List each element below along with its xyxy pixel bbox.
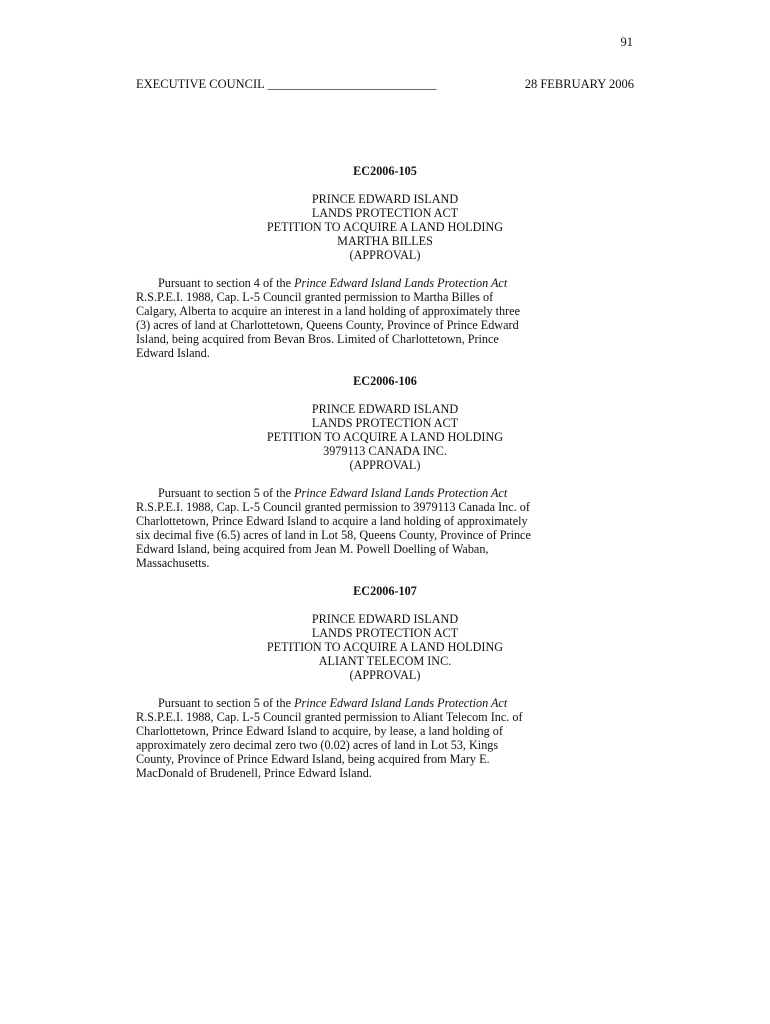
title-line: (APPROVAL) xyxy=(349,248,421,262)
document-header xyxy=(136,77,634,92)
paragraph-line xyxy=(136,696,634,710)
header-left: EXECUTIVE COUNCIL ___________________________ xyxy=(136,77,437,91)
title-line: PETITION TO ACQUIRE A LAND HOLDING xyxy=(266,220,504,234)
paragraph-line: R.S.P.E.I. 1988, Cap. L-5 Council granted permission to Martha Billes of xyxy=(136,290,494,304)
paragraph-line: Charlottetown, Prince Edward Island to acquire, by lease, a land holding of xyxy=(136,724,503,738)
paragraph-line: MacDonald of Brudenell, Prince Edward Island. xyxy=(136,766,372,780)
order-section xyxy=(136,584,634,780)
title-line: MARTHA BILLES xyxy=(337,234,433,248)
act-name: Prince Edward Island Lands Protection Act xyxy=(294,696,508,710)
order-id: EC2006-105 xyxy=(353,164,417,178)
order-paragraph xyxy=(136,696,634,780)
paragraph-line: Edward Island. xyxy=(136,346,210,360)
page-number: 91 xyxy=(620,35,633,49)
order-id: EC2006-106 xyxy=(353,374,417,388)
paragraph-prefix: Pursuant to section 4 of the xyxy=(158,276,295,290)
paragraph-line: six decimal five (6.5) acres of land in Lot 58, Queens County, Province of Prince xyxy=(136,528,531,542)
paragraph-prefix: Pursuant to section 5 of the xyxy=(158,696,295,710)
paragraph-line: Charlottetown, Prince Edward Island to acquire a land holding of approximately xyxy=(136,514,528,528)
title-line: ALIANT TELECOM INC. xyxy=(318,654,452,668)
paragraph-line xyxy=(136,486,634,500)
paragraph-line: R.S.P.E.I. 1988, Cap. L-5 Council granted permission to Aliant Telecom Inc. of xyxy=(136,710,523,724)
title-line: (APPROVAL) xyxy=(349,458,421,472)
paragraph-line: R.S.P.E.I. 1988, Cap. L-5 Council granted permission to 3979113 Canada Inc. of xyxy=(136,500,530,514)
paragraph-prefix: Pursuant to section 5 of the xyxy=(158,486,295,500)
title-line: PRINCE EDWARD ISLAND xyxy=(311,612,459,626)
paragraph-line: Massachusetts. xyxy=(136,556,210,570)
header-date: 28 FEBRUARY 2006 xyxy=(524,77,634,91)
order-title xyxy=(136,612,634,682)
order-title xyxy=(136,192,634,262)
paragraph-line: (3) acres of land at Charlottetown, Queens County, Province of Prince Edward xyxy=(136,318,519,332)
order-id: EC2006-107 xyxy=(353,584,417,598)
paragraph-line: Island, being acquired from Bevan Bros. Limited of Charlottetown, Prince xyxy=(136,332,499,346)
title-line: (APPROVAL) xyxy=(349,668,421,682)
title-line: LANDS PROTECTION ACT xyxy=(311,206,459,220)
title-line: 3979113 CANADA INC. xyxy=(323,444,447,458)
order-section xyxy=(136,374,634,570)
order-section xyxy=(136,164,634,360)
paragraph-line: Edward Island, being acquired from Jean M. Powell Doelling of Waban, xyxy=(136,542,489,556)
title-line: LANDS PROTECTION ACT xyxy=(311,416,459,430)
paragraph-line xyxy=(136,276,634,290)
act-name: Prince Edward Island Lands Protection Act xyxy=(294,486,508,500)
title-line: PETITION TO ACQUIRE A LAND HOLDING xyxy=(266,430,504,444)
paragraph-line: County, Province of Prince Edward Island, being acquired from Mary E. xyxy=(136,752,490,766)
order-paragraph xyxy=(136,486,634,570)
title-line: PETITION TO ACQUIRE A LAND HOLDING xyxy=(266,640,504,654)
title-line: PRINCE EDWARD ISLAND xyxy=(311,402,459,416)
paragraph-line: Calgary, Alberta to acquire an interest in a land holding of approximately three xyxy=(136,304,520,318)
order-title xyxy=(136,402,634,472)
paragraph-line: approximately zero decimal zero two (0.02) acres of land in Lot 53, Kings xyxy=(136,738,499,752)
title-line: LANDS PROTECTION ACT xyxy=(311,626,459,640)
title-line: PRINCE EDWARD ISLAND xyxy=(311,192,459,206)
act-name: Prince Edward Island Lands Protection Act xyxy=(294,276,508,290)
order-paragraph xyxy=(136,276,634,360)
